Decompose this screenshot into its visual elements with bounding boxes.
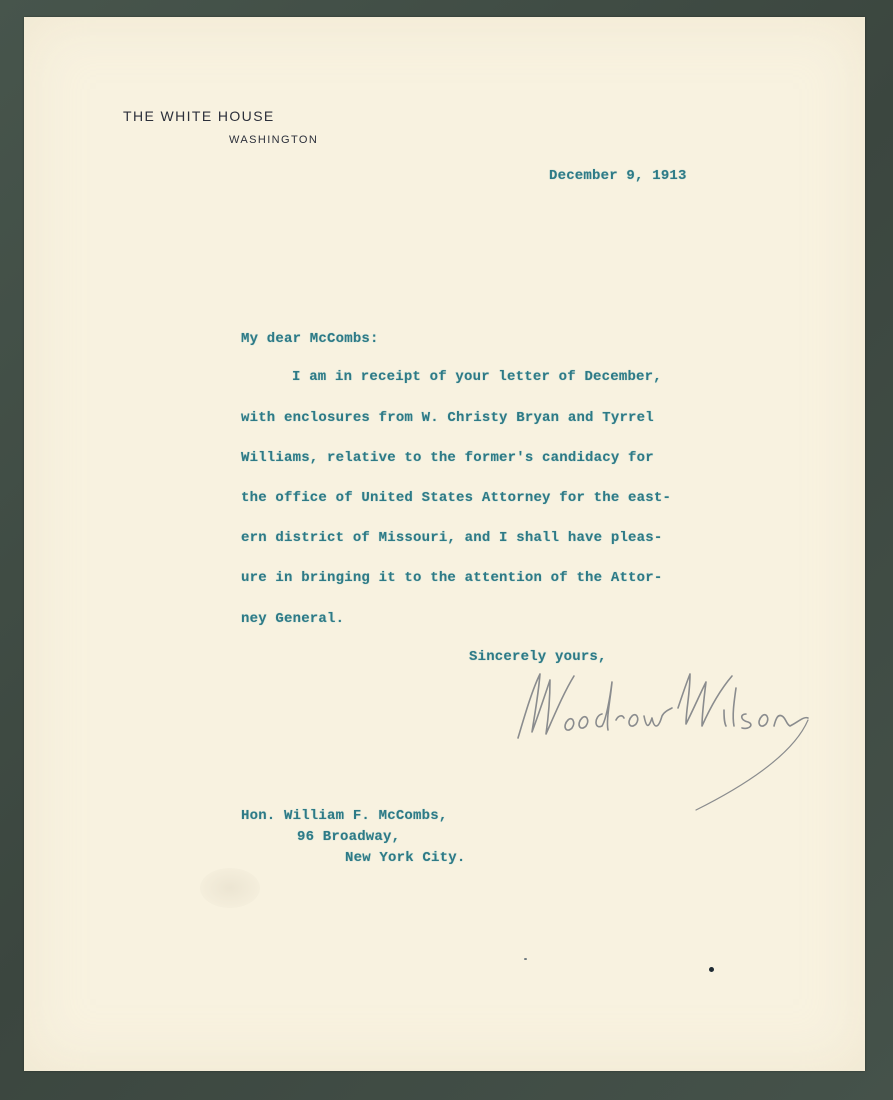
letter-date: December 9, 1913 — [549, 168, 687, 184]
body-line-1: I am in receipt of your letter of December, — [292, 369, 662, 385]
body-line-7: ney General. — [241, 611, 345, 627]
address-line-3: New York City. — [345, 850, 466, 866]
body-line-5: ern district of Missouri, and I shall have pleas- — [241, 530, 663, 546]
letterhead-title: THE WHITE HOUSE — [123, 108, 275, 124]
body-line-2: with enclosures from W. Christy Bryan and Tyrrel — [241, 410, 654, 426]
body-line-6: ure in bringing it to the attention of the Attor- — [241, 570, 663, 586]
signature — [510, 668, 815, 818]
ink-dot — [709, 967, 714, 972]
paper-smudge — [200, 868, 260, 908]
ink-speck — [524, 958, 527, 960]
address-line-1: Hon. William F. McCombs, — [241, 808, 448, 824]
letterhead-location: WASHINGTON — [229, 134, 319, 146]
salutation: My dear McCombs: — [241, 331, 379, 347]
body-line-3: Williams, relative to the former's candidacy for — [241, 450, 654, 466]
closing: Sincerely yours, — [469, 649, 607, 665]
body-line-4: the office of United States Attorney for the east- — [241, 490, 672, 506]
address-line-2: 96 Broadway, — [297, 829, 401, 845]
